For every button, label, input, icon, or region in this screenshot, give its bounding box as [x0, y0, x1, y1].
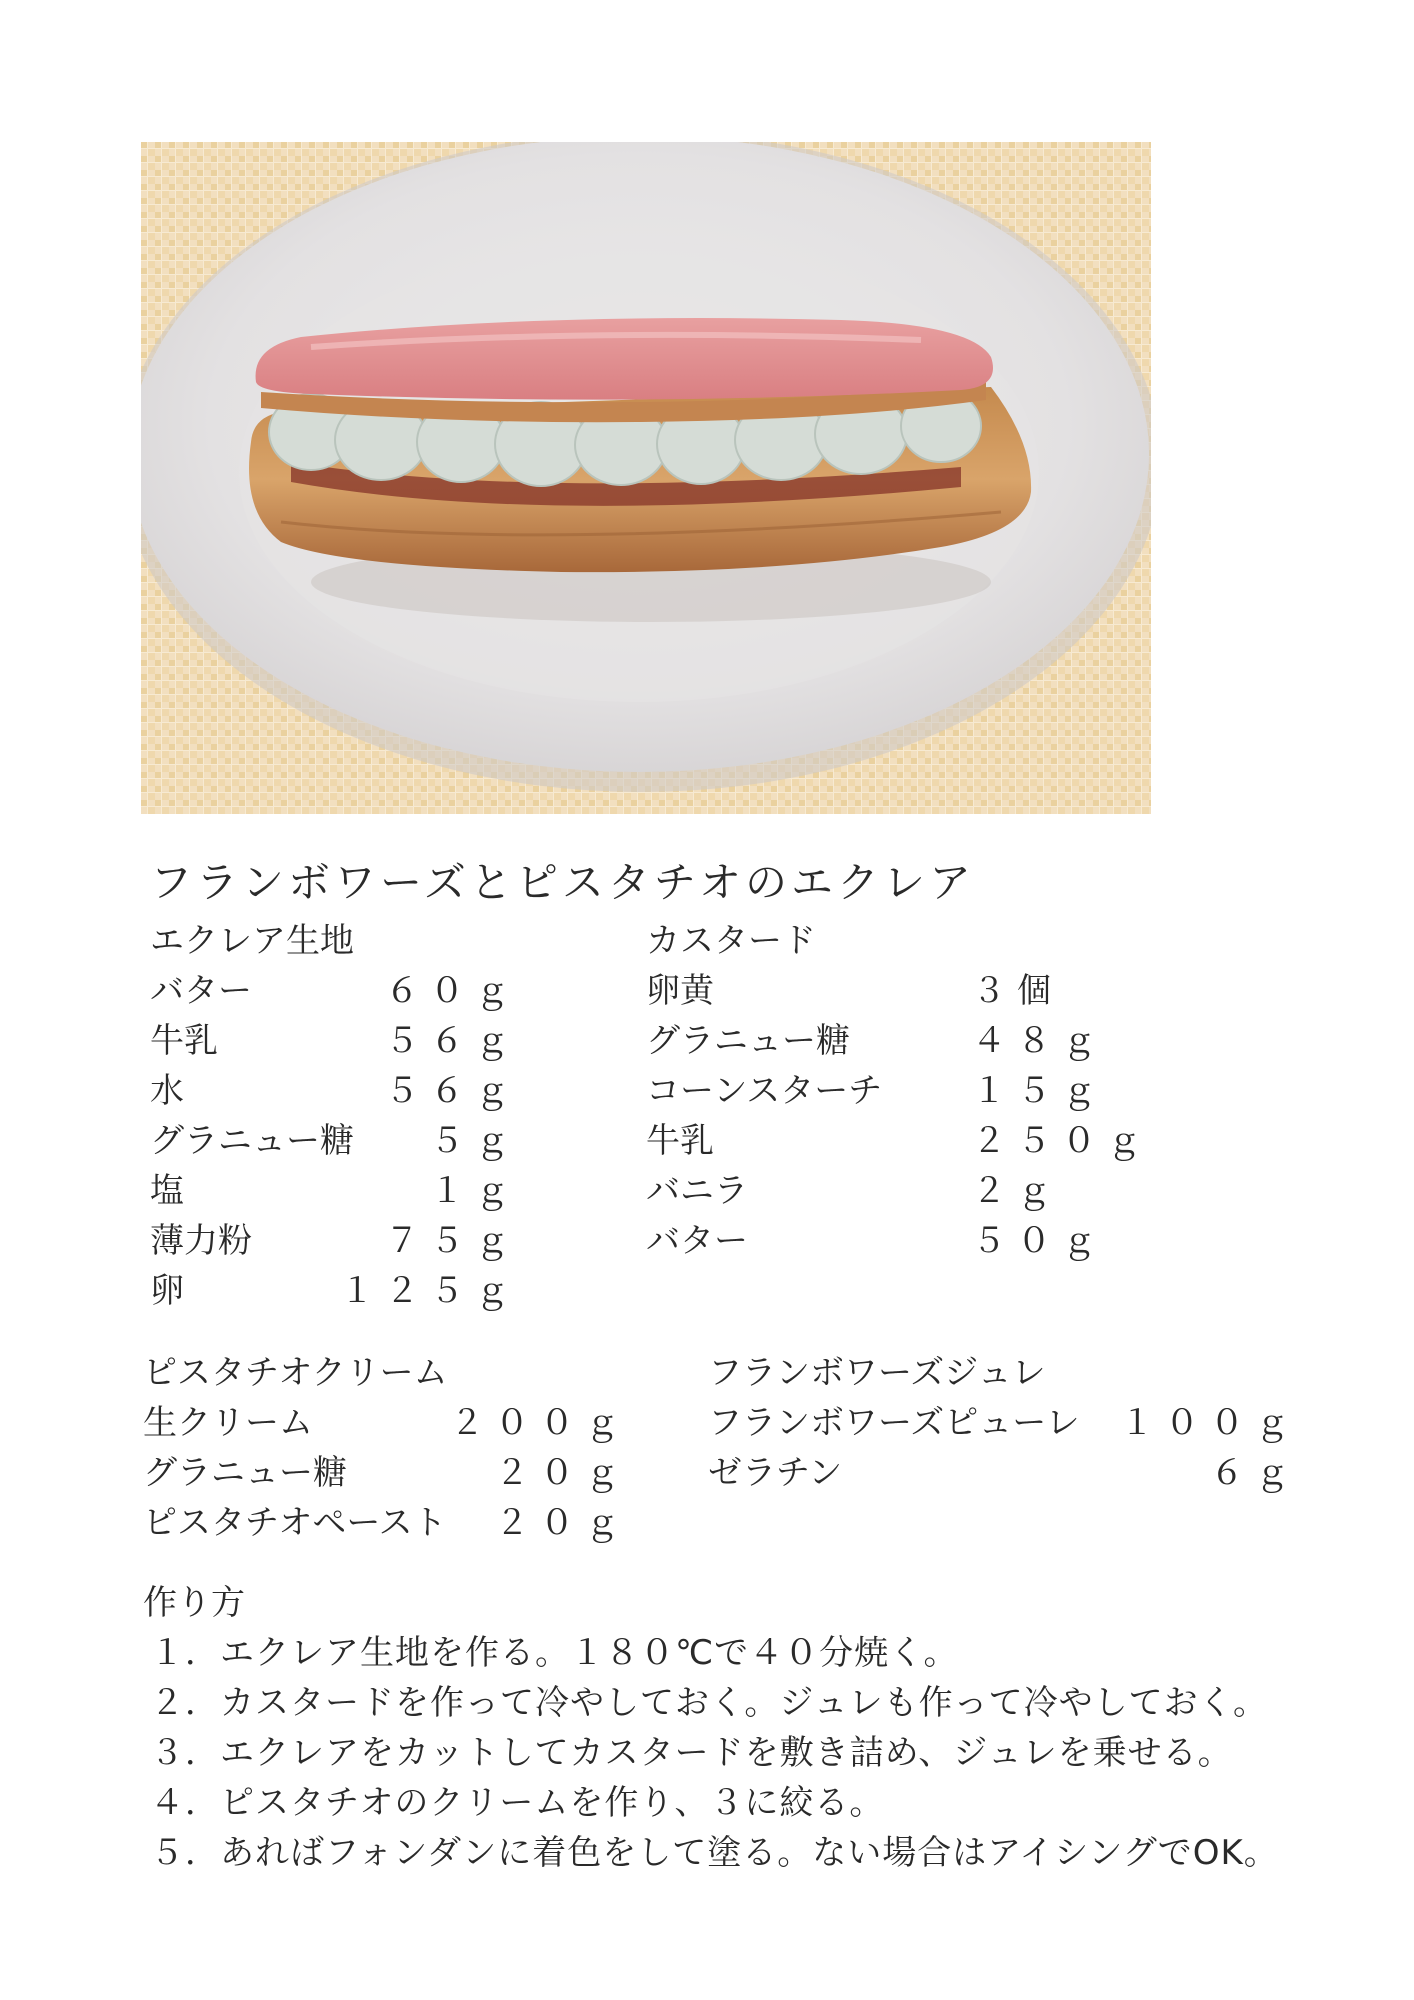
- ingredient-name: 牛乳: [646, 1121, 714, 1161]
- framboise-jelly-heading: フランボワーズジュレ: [708, 1353, 1046, 1393]
- eclair-dough-heading: エクレア生地: [150, 921, 354, 961]
- ingredient-name: 卵黄: [646, 971, 714, 1011]
- pistachio-cream-heading: ピスタチオクリーム: [143, 1353, 448, 1393]
- ingredient-qty: １００ｇ: [1120, 1403, 1300, 1443]
- ingredient-qty: ２００ｇ: [450, 1403, 630, 1443]
- ingredient-qty: ２０ｇ: [495, 1453, 630, 1493]
- method-step: ５．あればフォンダンに着色をして塗る。ない場合はアイシングでOK。: [150, 1833, 1279, 1873]
- ingredient-name: バター: [646, 1221, 748, 1261]
- ingredient-qty: ２０ｇ: [495, 1503, 630, 1543]
- ingredient-name: 水: [150, 1071, 184, 1111]
- ingredient-name: 牛乳: [150, 1021, 218, 1061]
- ingredient-name: 卵: [150, 1271, 184, 1311]
- ingredient-qty: ５０ｇ: [972, 1221, 1107, 1261]
- ingredient-name: グラニュー糖: [143, 1453, 347, 1493]
- ingredient-qty: ２５０ｇ: [972, 1121, 1152, 1161]
- ingredient-name: グラニュー糖: [646, 1021, 850, 1061]
- ingredient-name: ピスタチオペースト: [143, 1503, 447, 1543]
- ingredient-qty: １５ｇ: [972, 1071, 1107, 1111]
- ingredient-qty: ２ｇ: [972, 1171, 1062, 1211]
- ingredient-qty: ３個: [972, 971, 1062, 1011]
- ingredient-name: 生クリーム: [143, 1403, 313, 1443]
- ingredient-qty: ５ｇ: [430, 1121, 520, 1161]
- ingredient-qty: ５６ｇ: [385, 1071, 520, 1111]
- ingredient-qty: ５６ｇ: [385, 1021, 520, 1061]
- method-step: ３．エクレアをカットしてカスタードを敷き詰め、ジュレを乗せる。: [150, 1733, 1233, 1773]
- ingredient-qty: ７５ｇ: [385, 1221, 520, 1261]
- ingredient-qty: ６ｇ: [1210, 1453, 1300, 1493]
- ingredient-qty: １ｇ: [430, 1171, 520, 1211]
- method-step: ４．ピスタチオのクリームを作り、３に絞る。: [150, 1783, 885, 1823]
- eclair-photo: [141, 142, 1151, 814]
- ingredient-name: ゼラチン: [708, 1453, 843, 1493]
- ingredient-name: バニラ: [646, 1171, 748, 1211]
- method-heading: 作り方: [143, 1583, 245, 1623]
- ingredient-name: コーンスターチ: [646, 1071, 883, 1111]
- ingredient-name: グラニュー糖: [150, 1121, 354, 1161]
- custard-heading: カスタード: [646, 921, 816, 961]
- ingredient-name: フランボワーズピューレ: [708, 1403, 1080, 1443]
- ingredient-name: バター: [150, 971, 252, 1011]
- method-step: １．エクレア生地を作る。１８０℃で４０分焼く。: [150, 1633, 959, 1673]
- ingredient-qty: ４８ｇ: [972, 1021, 1107, 1061]
- recipe-title: フランボワーズとピスタチオのエクレア: [150, 858, 976, 907]
- method-step: ２．カスタードを作って冷やしておく。ジュレも作って冷やしておく。: [150, 1683, 1268, 1723]
- ingredient-qty: ６０ｇ: [385, 971, 520, 1011]
- ingredient-qty: １２５ｇ: [340, 1271, 520, 1311]
- ingredient-name: 塩: [150, 1171, 184, 1211]
- ingredient-name: 薄力粉: [150, 1221, 252, 1261]
